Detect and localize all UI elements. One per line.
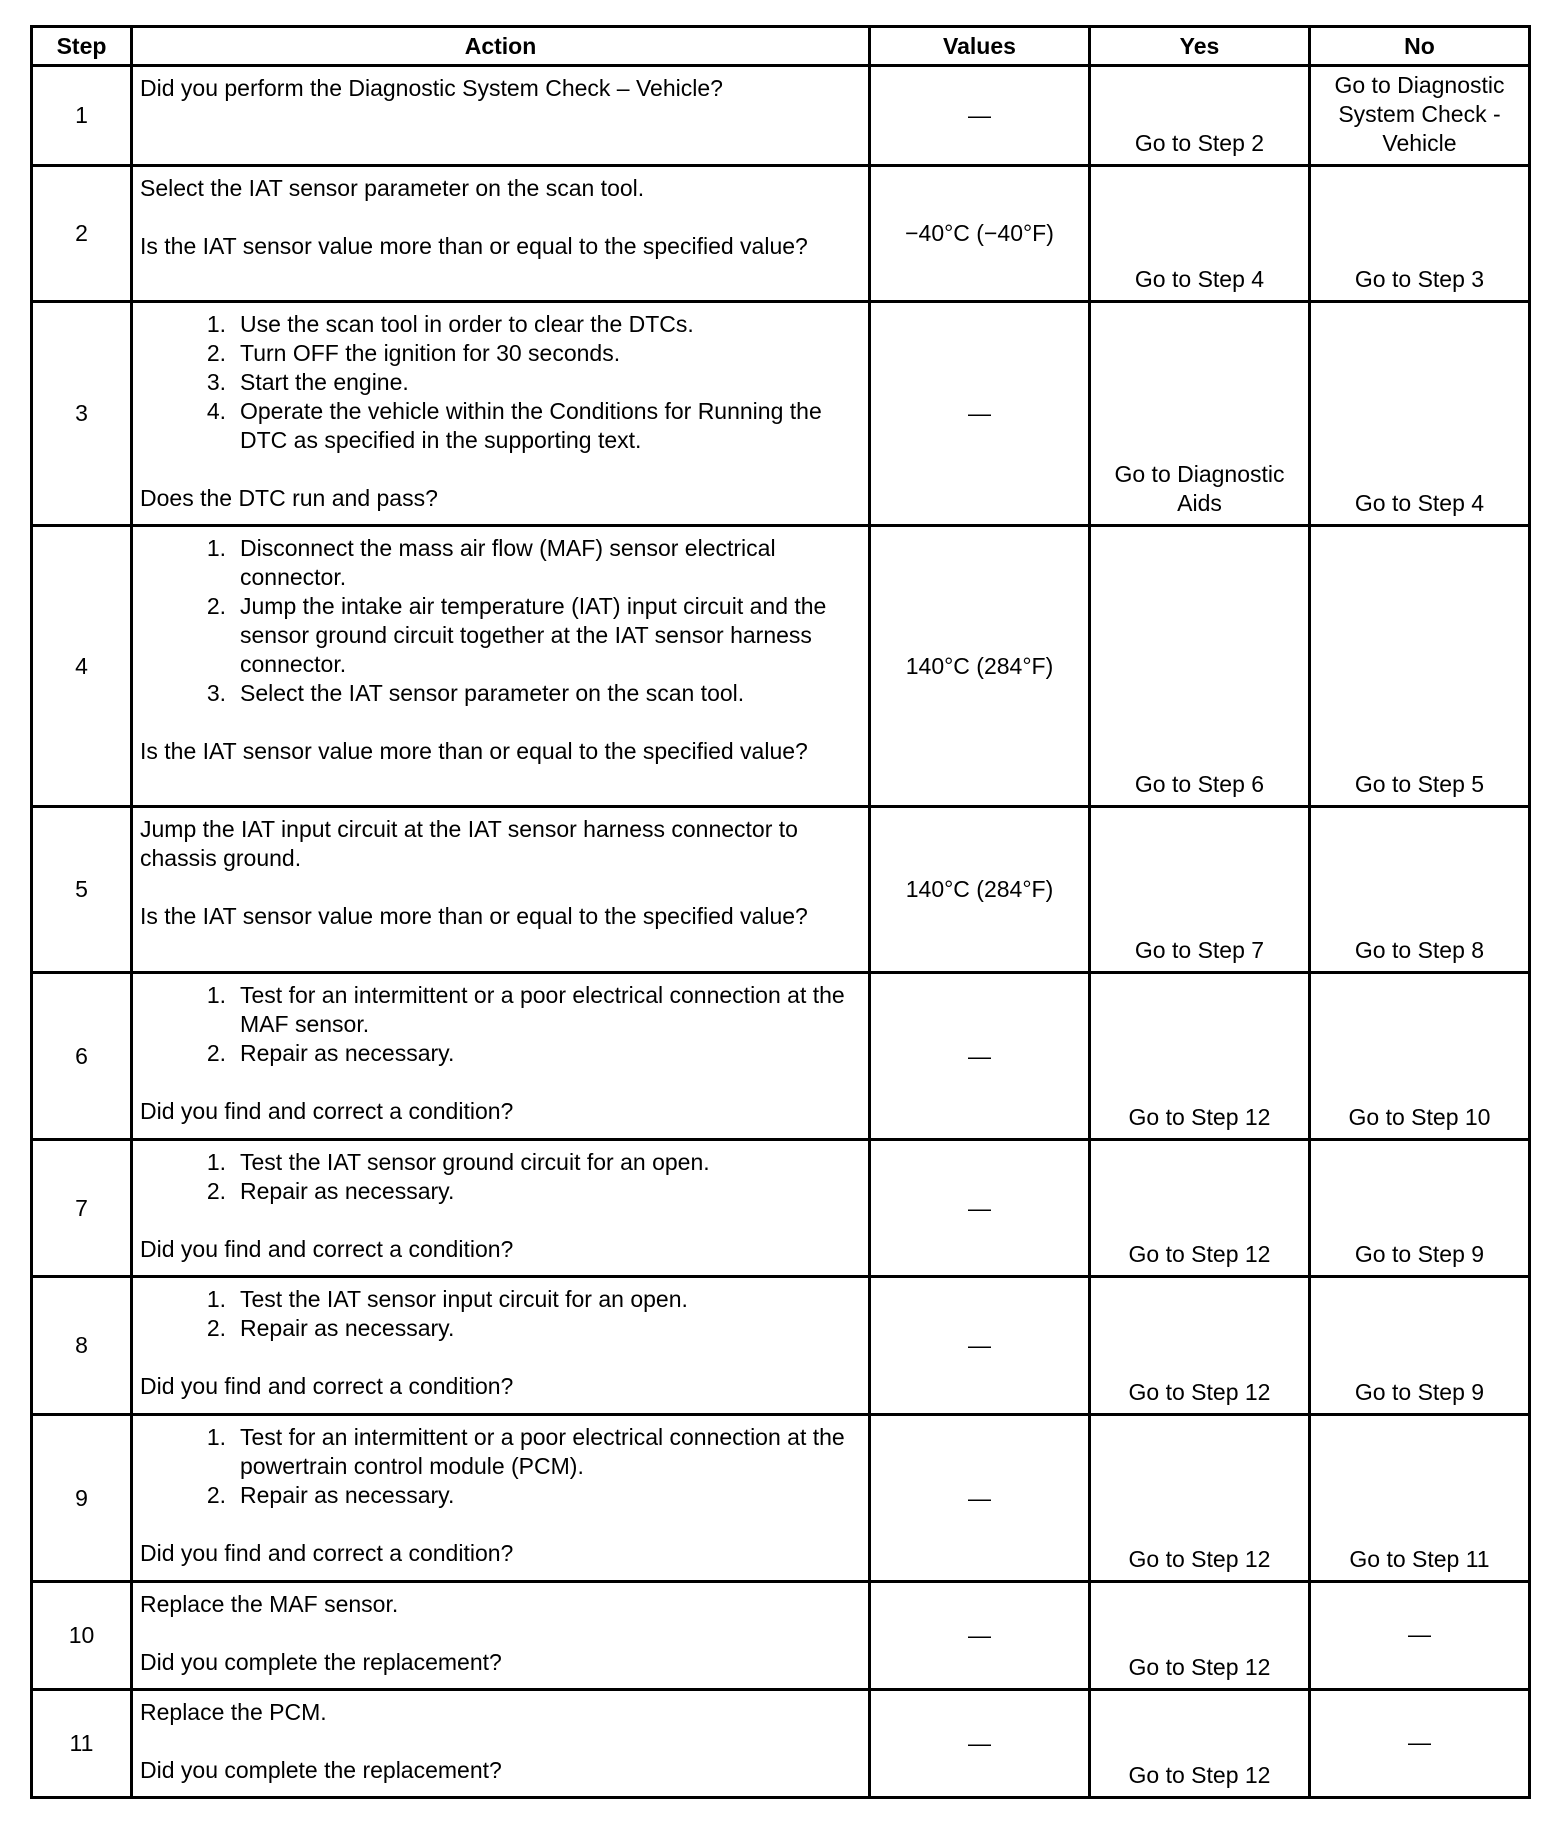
table-row	[32, 1582, 1530, 1690]
action-step-item: 3. Start the engine.	[206, 369, 409, 395]
yes-cell: Go to Step 4	[1090, 166, 1310, 302]
action-steps	[140, 981, 860, 1068]
action-step-item: 3. Select the IAT sensor parameter on the scan tool.	[206, 680, 745, 706]
no-cell: Go to Step 8	[1310, 807, 1530, 973]
action-intro: Replace the MAF sensor.	[140, 1591, 399, 1617]
action-cell	[132, 66, 870, 166]
action-question: Did you find and correct a condition?	[140, 1373, 514, 1399]
action-intro: Replace the PCM.	[140, 1699, 327, 1725]
action-step-item: 1. Test the IAT sensor ground circuit for an open.	[206, 1149, 710, 1175]
no-cell: Go to Step 4	[1310, 302, 1530, 526]
step-number: 1	[32, 66, 132, 166]
yes-cell: Go to Step 12	[1090, 1582, 1310, 1690]
action-cell	[132, 1582, 870, 1690]
step-number: 7	[32, 1140, 132, 1277]
header-row	[32, 27, 1530, 66]
header-no: No	[1310, 27, 1530, 66]
yes-cell: Go to Diagnostic Aids	[1090, 302, 1310, 526]
step-number: 9	[32, 1415, 132, 1582]
value-cell: 140°C (284°F)	[870, 807, 1090, 973]
yes-cell: Go to Step 12	[1090, 1690, 1310, 1798]
yes-cell: Go to Step 7	[1090, 807, 1310, 973]
action-step-item: 2. Jump the intake air temperature (IAT) input circuit and the sensor ground circuit together at the IAT sensor harness connector.	[206, 593, 827, 677]
no-cell: Go to Step 5	[1310, 526, 1530, 807]
step-number: 8	[32, 1277, 132, 1415]
value-cell: —	[870, 1415, 1090, 1582]
value-cell: —	[870, 1582, 1090, 1690]
action-question: Does the DTC run and pass?	[140, 485, 438, 511]
yes-cell: Go to Step 6	[1090, 526, 1310, 807]
action-step-item: 2. Repair as necessary.	[206, 1178, 455, 1204]
value-cell: —	[870, 302, 1090, 526]
no-cell: —	[1310, 1690, 1530, 1798]
action-step-item: 4. Operate the vehicle within the Conditions for Running the DTC as specified in the supporting text.	[206, 398, 822, 453]
action-steps	[140, 1423, 860, 1510]
action-cell	[132, 973, 870, 1140]
table-row	[32, 1415, 1530, 1582]
value-cell: 140°C (284°F)	[870, 526, 1090, 807]
no-cell: Go to Step 9	[1310, 1277, 1530, 1415]
action-step-item: 1. Test for an intermittent or a poor electrical connection at the MAF sensor.	[206, 982, 845, 1037]
action-question: Did you complete the replacement?	[140, 1757, 502, 1783]
no-cell: Go to Diagnostic System Check - Vehicle	[1310, 66, 1530, 166]
action-question: Is the IAT sensor value more than or equal to the specified value?	[140, 738, 808, 764]
action-question: Is the IAT sensor value more than or equal to the specified value?	[140, 233, 808, 259]
value-cell: —	[870, 1140, 1090, 1277]
action-question: Did you find and correct a condition?	[140, 1540, 514, 1566]
value-cell: −40°C (−40°F)	[870, 166, 1090, 302]
header-step: Step	[32, 27, 132, 66]
table-row	[32, 166, 1530, 302]
step-number: 4	[32, 526, 132, 807]
action-step-item: 2. Repair as necessary.	[206, 1315, 455, 1341]
no-cell: Go to Step 10	[1310, 973, 1530, 1140]
action-steps	[140, 534, 860, 708]
action-cell	[132, 1415, 870, 1582]
table-row	[32, 1140, 1530, 1277]
table-row	[32, 302, 1530, 526]
no-cell: Go to Step 11	[1310, 1415, 1530, 1582]
header-action: Action	[132, 27, 870, 66]
step-number: 5	[32, 807, 132, 973]
action-step-item: 2. Turn OFF the ignition for 30 seconds.	[206, 340, 621, 366]
value-cell: —	[870, 973, 1090, 1140]
yes-cell: Go to Step 12	[1090, 973, 1310, 1140]
action-intro: Select the IAT sensor parameter on the scan tool.	[140, 175, 645, 201]
action-steps	[140, 1148, 860, 1206]
action-step-item: 1. Use the scan tool in order to clear the DTCs.	[206, 311, 694, 337]
step-number: 3	[32, 302, 132, 526]
table-row	[32, 66, 1530, 166]
no-cell: Go to Step 9	[1310, 1140, 1530, 1277]
step-number: 6	[32, 973, 132, 1140]
action-intro: Did you perform the Diagnostic System Check – Vehicle?	[140, 75, 723, 101]
value-cell: —	[870, 1277, 1090, 1415]
action-cell	[132, 807, 870, 973]
table-row	[32, 1277, 1530, 1415]
action-cell	[132, 1690, 870, 1798]
table-row	[32, 526, 1530, 807]
action-question: Is the IAT sensor value more than or equal to the specified value?	[140, 903, 808, 929]
table-row	[32, 1690, 1530, 1798]
action-cell	[132, 1277, 870, 1415]
yes-cell: Go to Step 12	[1090, 1415, 1310, 1582]
step-number: 2	[32, 166, 132, 302]
yes-cell: Go to Step 12	[1090, 1277, 1310, 1415]
no-cell: Go to Step 3	[1310, 166, 1530, 302]
header-values: Values	[870, 27, 1090, 66]
value-cell: —	[870, 1690, 1090, 1798]
action-question: Did you find and correct a condition?	[140, 1236, 514, 1262]
table-row	[32, 807, 1530, 973]
step-number: 10	[32, 1582, 132, 1690]
action-cell	[132, 1140, 870, 1277]
action-step-item: 2. Repair as necessary.	[206, 1040, 455, 1066]
action-step-item: 2. Repair as necessary.	[206, 1482, 455, 1508]
yes-cell: Go to Step 2	[1090, 66, 1310, 166]
action-intro: Jump the IAT input circuit at the IAT sensor harness connector to chassis ground.	[140, 816, 798, 871]
step-number: 11	[32, 1690, 132, 1798]
yes-cell: Go to Step 12	[1090, 1140, 1310, 1277]
action-step-item: 1. Test the IAT sensor input circuit for an open.	[206, 1286, 688, 1312]
action-question: Did you find and correct a condition?	[140, 1098, 514, 1124]
no-cell: —	[1310, 1582, 1530, 1690]
header-yes: Yes	[1090, 27, 1310, 66]
action-cell	[132, 302, 870, 526]
action-steps	[140, 1285, 860, 1343]
value-cell: —	[870, 66, 1090, 166]
action-step-item: 1. Disconnect the mass air flow (MAF) sensor electrical connector.	[206, 535, 776, 590]
action-step-item: 1. Test for an intermittent or a poor electrical connection at the powertrain control module (PCM).	[206, 1424, 845, 1479]
table-row	[32, 973, 1530, 1140]
action-steps	[140, 310, 860, 455]
action-cell	[132, 166, 870, 302]
diagnostic-table	[30, 25, 1531, 1799]
action-question: Did you complete the replacement?	[140, 1649, 502, 1675]
action-cell	[132, 526, 870, 807]
